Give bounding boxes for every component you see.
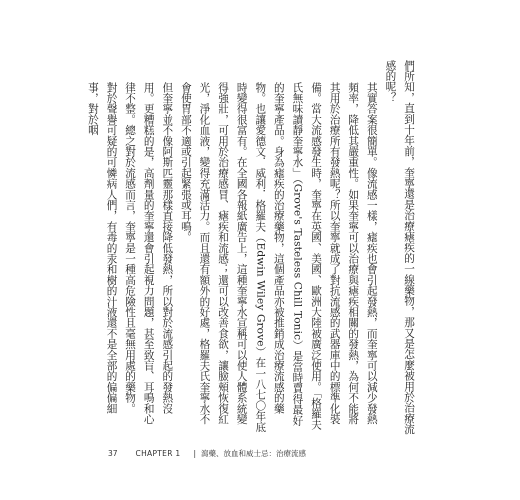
footer-separator: | — [193, 448, 196, 458]
paragraph-quinine-risk: 但奎寧並不像阿斯匹靈那樣直接降低發熱，所以對於流感引起的發熱沒用。更糟糕的是，高劑量的奎寧還會引起視力問題，甚至致盲、耳鳴和心律不整。總之對於流感而言，奎寧是一種高危險性且毫無用處的藥物。 — [124, 82, 174, 425]
vertical-text-block — [86, 60, 418, 435]
paragraph-mercury: 對於聲譽可疑的可憐病人們，有毒的汞和樹的汁液還不是全部的偏偏細事，對於咽 — [86, 82, 118, 414]
paragraph-quinine-fever: 其實答案很簡單。像流感一樣，瘧疾也會引起發熱，而奎寧可以減少發熱頻率，降低其嚴重性。如果奎寧可以治療與瘧疾相關的發熱，為何不能將其用於治療所有發熱呢？所以奎寧就成了對抗流感的武器庫中的標準化裝備。當大流感發生時，奎寧在英國、美國、歐洲大陸被廣泛使用。「格羅夫氏無味讀靜奎寧水」（Grove's Tasteless Chill Tonic）是當時賣得最好的奎寧產品。身為瘧疾的治療藥物，這個產品亦被推銷成治療流感的藥物。也讓愛德文．威利．格羅夫（Edwin Wiley Grove）在一八七〇年底時變得很富有。在全國各報紙廣告上，這種奎寧水宣稱可以使人體系統變得強壯，可用於治療感冒、瘧疾和流感；還可以改善食欲，讓臉頰恢復紅光，淨化血液，變得充滿活力。而且還有額外的好處，格羅夫氏奎寧水不會使胃部不適或引起緊張或耳鳴。 — [179, 82, 378, 433]
page-footer — [108, 446, 306, 460]
section-title: 瀉藥、放血和威士忌：治療流感 — [201, 448, 306, 458]
page-number: 37 — [108, 448, 118, 458]
chapter-label: CHAPTER 1 — [135, 448, 181, 458]
paragraph-continuation: 們所知，直到十年前，奎寧還是治療瘧疾的一線藥物，那又是怎麼被用於治療流感的呢？ — [384, 60, 415, 435]
